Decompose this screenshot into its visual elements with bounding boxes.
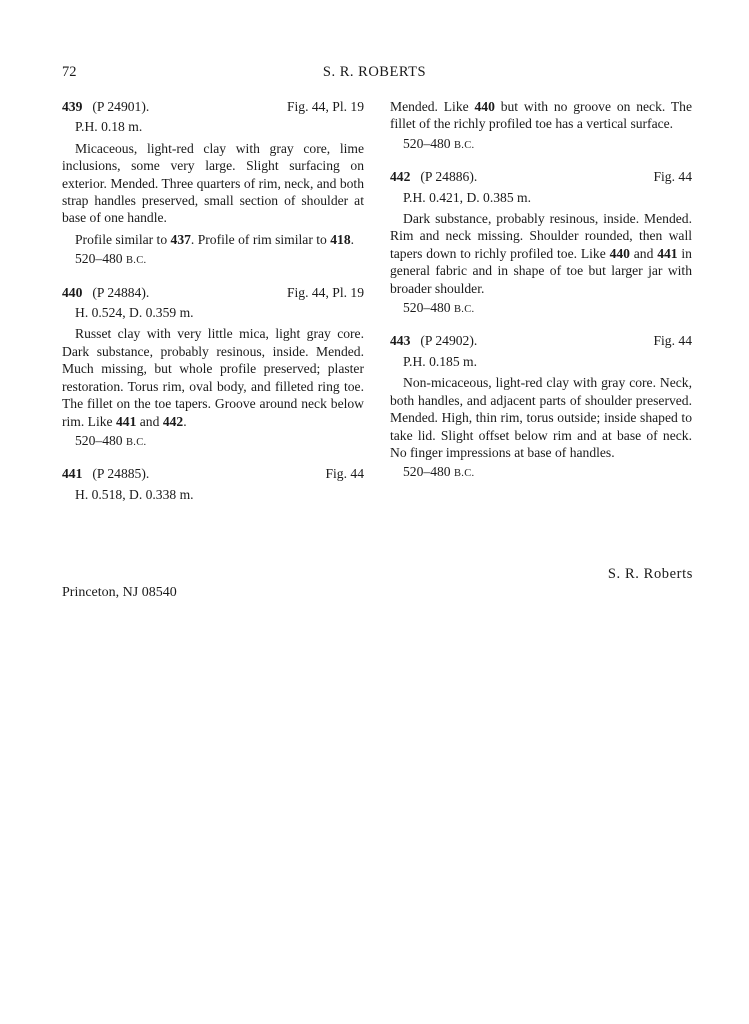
- figure-reference: Fig. 44: [653, 333, 692, 349]
- author-address: Princeton, NJ 08540: [62, 585, 177, 600]
- entry-number: 441: [62, 466, 83, 482]
- profile-note: Profile similar to 437. Profile of rim similar to 418.: [75, 231, 355, 247]
- dimensions: P.H. 0.421, D. 0.385 m.: [403, 189, 532, 205]
- page-number: 72: [62, 64, 77, 80]
- dimensions: P.H. 0.18 m.: [75, 119, 143, 135]
- running-head: S. R. ROBERTS: [322, 64, 427, 80]
- author-signature: S. R. Roberts: [607, 566, 693, 582]
- entry-439-header: [62, 98, 364, 115]
- inventory-number: (P 24885).: [92, 466, 150, 482]
- date: 520–480 B.C.: [403, 300, 475, 316]
- inventory-number: (P 24901).: [92, 99, 150, 114]
- inventory-number: (P 24886).: [420, 169, 478, 185]
- date: 520–480 B.C.: [403, 135, 475, 151]
- dimensions: H. 0.518, D. 0.338 m.: [75, 486, 194, 502]
- entry-442-header: [390, 168, 692, 185]
- dimensions: H. 0.524, D. 0.359 m.: [75, 305, 194, 321]
- inventory-number: (P 24884).: [92, 284, 150, 300]
- description: Dark substance, probably resinous, inside. Mended. Rim and neck missing. Shoulder rounded, then wall tapers down to richly profiled toe. Like 440 and 441 in general fabric and in shape of toe but larger jar with broader shoulder.: [390, 211, 692, 296]
- entry-number: 440: [62, 284, 83, 300]
- date: 520–480 B.C.: [403, 464, 475, 480]
- entry-441-header: [62, 465, 364, 482]
- figure-reference: Fig. 44: [653, 169, 692, 185]
- figure-reference: Fig. 44, Pl. 19: [286, 284, 364, 300]
- figure-reference: Fig. 44: [325, 466, 364, 482]
- description: Russet clay with very little mica, light gray core. Dark substance, probably resinous, inside. Mended. Much missing, but whole profile preserved; plaster restoration. Torus rim, oval body, and filleted ring toe. The fillet on the toe tapers. Groove around neck below rim. Like 441 and 442.: [62, 326, 364, 429]
- entry-443-header: [390, 332, 692, 349]
- entry-number: 439: [62, 99, 83, 114]
- entry-440-header: [62, 284, 364, 301]
- description: Micaceous, light-red clay with gray core, lime inclusions, some very large. Slight surfacing on exterior. Mended. Three quarters of rim, neck, and both strap handles preserved, small section of shoulder at base of one handle.: [62, 140, 364, 226]
- inventory-number: (P 24902).: [420, 333, 478, 349]
- date: 520–480 B.C.: [75, 432, 147, 448]
- description-continued: Mended. Like 440 but with no groove on neck. The fillet of the richly profiled toe has a vertical surface.: [390, 99, 692, 132]
- right-column: [390, 98, 692, 483]
- entry-number: 442: [390, 169, 411, 185]
- left-column: [62, 98, 364, 503]
- date: 520–480 B.C.: [75, 251, 147, 267]
- dimensions: P.H. 0.185 m.: [403, 353, 478, 369]
- description: Non-micaceous, light-red clay with gray core. Neck, both handles, and adjacent parts of shoulder preserved. Mended. High, thin rim, torus outside; inside shaped to take lid. Slight offset below rim and at base of neck. No finger impressions at base of handles.: [390, 375, 692, 460]
- figure-reference: Fig. 44, Pl. 19: [286, 99, 364, 114]
- entry-number: 443: [390, 333, 411, 349]
